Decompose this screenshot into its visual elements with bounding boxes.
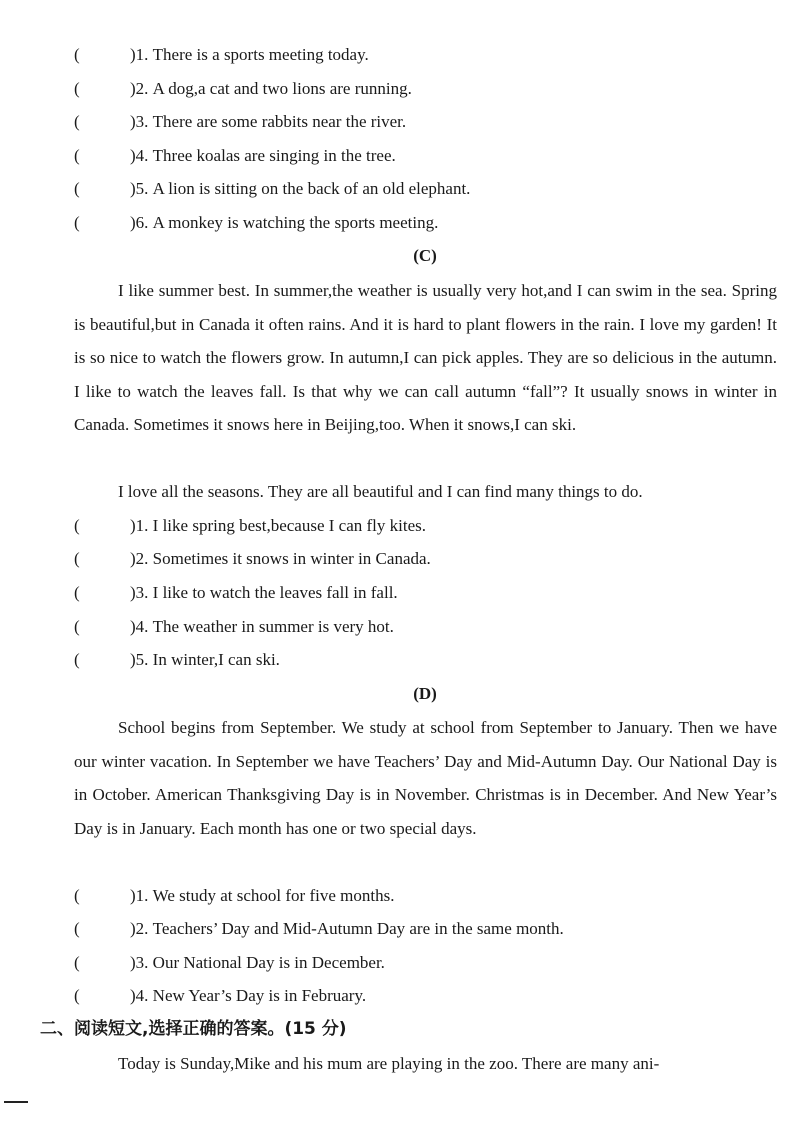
c-question-3: ( ) 3 . I like to watch the leaves fall in fall. [74,583,398,602]
d-question-3: ( ) 3 . Our National Day is in December. [74,953,385,972]
answer-blank-open[interactable]: ( [74,919,80,938]
question-text: New Year’s Day is in February. [152,986,367,1005]
question-text: A lion is sitting on the back of an old elephant. [152,179,471,198]
c-question-4: ( ) 4 . The weather in summer is very hot. [74,617,394,636]
question-text: Teachers’ Day and Mid-Autumn Day are in the same month. [152,919,564,938]
question-text: Our National Day is in December. [152,953,385,972]
section-d-heading: (D) [413,684,437,703]
answer-blank-open[interactable]: ( [74,179,80,198]
d-question-2: ( ) 2 . Teachers’ Day and Mid-Autumn Day are in the same month. [74,919,564,938]
b-question-5: ( ) 5 . A lion is sitting on the back of an old elephant. [74,179,471,198]
answer-blank-open[interactable]: ( [74,986,80,1005]
section-d-passage: School begins from September. We study at school from September to January. Then we have our winter vacation. In September we have Teachers’ Day and Mid-Autumn Day. Our National Day is in October. American Thanksgiving Day is in November. Christmas is in December. And New Year’s Day is in January. Each month has one or two special days. [74,718,777,838]
b-question-6: ( ) 6 . A monkey is watching the sports meeting. [74,213,439,232]
answer-blank-open[interactable]: ( [74,146,80,165]
d-question-4: ( ) 4 . New Year’s Day is in February. [74,986,367,1005]
question-text: We study at school for five months. [152,886,395,905]
question-text: There is a sports meeting today. [152,45,369,64]
question-text: There are some rabbits near the river. [152,112,407,131]
answer-blank-open[interactable]: ( [74,112,80,131]
section-c-heading: (C) [413,246,437,265]
part-2-passage-start: Today is Sunday,Mike and his mum are playing in the zoo. There are many ani- [118,1054,660,1073]
c-question-1: ( ) 1 . I like spring best,because I can fly kites. [74,516,426,535]
question-text: A dog,a cat and two lions are running. [152,79,412,98]
b-question-1: ( ) 1 . There is a sports meeting today. [74,45,369,64]
answer-blank-open[interactable]: ( [74,953,80,972]
question-text: In winter,I can ski. [152,650,280,669]
answer-blank-open[interactable]: ( [74,886,80,905]
question-text: The weather in summer is very hot. [152,617,394,636]
section-c-passage: I like summer best. In summer,the weather is usually very hot,and I can swim in the sea. Spring is beautiful,but in Canada it often rains. And it is hard to plant flowers in the rain. I love my garden! It is so nice to watch the flowers grow. In autumn,I can pick apples. They are so delicious in the autumn. I like to watch the leaves fall. Is that why we can call autumn “fall”? It usually snows in winter in Canada. Sometimes it snows here in Beijing,too. When it snows,I can ski. [74,281,777,435]
answer-blank-open[interactable]: ( [74,650,80,669]
question-text: Sometimes it snows in winter in Canada. [152,549,431,568]
question-text: I like spring best,because I can fly kites. [152,516,426,535]
part-2-title: 二、阅读短文,选择正确的答案。(15 分) [40,1019,347,1039]
answer-blank-open[interactable]: ( [74,516,80,535]
answer-blank-open[interactable]: ( [74,45,80,64]
answer-blank-open[interactable]: ( [74,79,80,98]
question-text: I like to watch the leaves fall in fall. [152,583,398,602]
question-text: Three koalas are singing in the tree. [152,146,396,165]
answer-blank-open[interactable]: ( [74,549,80,568]
b-question-3: ( ) 3 . There are some rabbits near the river. [74,112,407,131]
page-edge-mark [4,1101,28,1103]
question-text: A monkey is watching the sports meeting. [152,213,439,232]
section-c-passage-closing: I love all the seasons. They are all beautiful and I can find many things to do. [118,482,643,501]
answer-blank-open[interactable]: ( [74,213,80,232]
b-question-2: ( ) 2 . A dog,a cat and two lions are running. [74,79,412,98]
d-question-1: ( ) 1 . We study at school for five months. [74,886,395,905]
answer-blank-open[interactable]: ( [74,617,80,636]
b-question-4: ( ) 4 . Three koalas are singing in the tree. [74,146,396,165]
answer-blank-open[interactable]: ( [74,583,80,602]
c-question-2: ( ) 2 . Sometimes it snows in winter in Canada. [74,549,431,568]
c-question-5: ( ) 5 . In winter,I can ski. [74,650,280,669]
